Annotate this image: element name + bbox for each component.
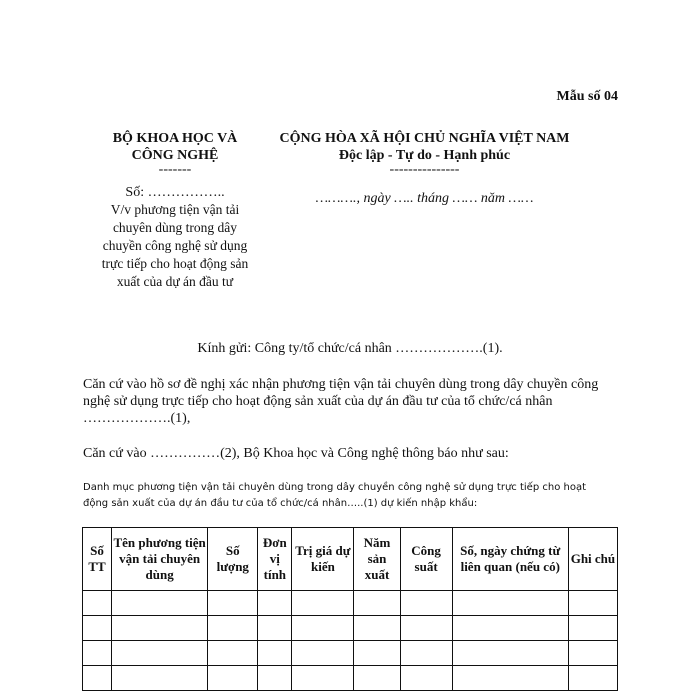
table-cell (208, 641, 258, 666)
table-cell (354, 666, 400, 691)
date-line: ………., ngày ….. tháng …… năm …… (315, 191, 534, 206)
table-cell (83, 641, 112, 666)
table-cell (400, 666, 452, 691)
table-cell (400, 641, 452, 666)
national-header-block (262, 130, 587, 207)
table-cell (112, 591, 208, 616)
table-cell (208, 616, 258, 641)
header-cell: Số lượng (208, 528, 258, 591)
table-row (83, 616, 618, 641)
table-cell (292, 666, 354, 691)
subject-line: chuyên dùng trong dây (112, 220, 238, 235)
table-cell (292, 641, 354, 666)
table-cell (112, 616, 208, 641)
table-cell (258, 616, 292, 641)
paragraph-basis-dossier: Căn cứ vào hồ sơ đề nghị xác nhận phương tiện vận tải chuyên dùng trong dây chuyền công nghệ sử dụng trực tiếp cho hoạt động sản xuất của dự án đầu tư của tổ chức/cá nhân ……………….(1), (83, 377, 599, 426)
equipment-table (82, 527, 618, 691)
subject-line: V/v phương tiện vận tải (110, 202, 240, 217)
table-cell (568, 591, 617, 616)
table-cell (452, 616, 568, 641)
table-cell (452, 591, 568, 616)
agency-name-line2: CÔNG NGHỆ (131, 148, 219, 163)
table-row (83, 591, 618, 616)
table-cell (354, 641, 400, 666)
subject-line: chuyền công nghệ sử dụng (102, 238, 248, 253)
table-cell (208, 591, 258, 616)
table-cell (568, 641, 617, 666)
header-cell: Số, ngày chứng từ liên quan (nếu có) (452, 528, 568, 591)
table-cell (452, 641, 568, 666)
header-cell: Ghi chú (568, 528, 617, 591)
table-cell (208, 666, 258, 691)
agency-name-line1: BỘ KHOA HỌC VÀ (112, 131, 238, 146)
header-cell: Đơn vị tính (258, 528, 292, 591)
table-cell (354, 616, 400, 641)
table-cell (452, 666, 568, 691)
salutation: Kính gửi: Công ty/tổ chức/cá nhân ……………….(1). (197, 341, 503, 356)
table-cell (258, 641, 292, 666)
table-cell (400, 591, 452, 616)
national-motto: Độc lập - Tự do - Hạnh phúc (338, 148, 511, 163)
table-cell (354, 591, 400, 616)
table-cell (258, 666, 292, 691)
table-cell (112, 666, 208, 691)
table-cell (83, 591, 112, 616)
header-cell: Năm sản xuất (354, 528, 400, 591)
table-cell (568, 616, 617, 641)
issuing-agency-block (80, 130, 270, 291)
table-cell (83, 616, 112, 641)
paragraph-basis-notice: Căn cứ vào ……………(2), Bộ Khoa học và Công nghệ thông báo như sau: (83, 446, 509, 461)
header-cell: Công suất (400, 528, 452, 591)
table-cell (258, 591, 292, 616)
national-title: CỘNG HÒA XÃ HỘI CHỦ NGHĨA VIỆT NAM (279, 131, 570, 146)
agency-divider: ------- (158, 162, 192, 177)
header-cell: Trị giá dự kiến (292, 528, 354, 591)
table-row (83, 666, 618, 691)
form-number: Mẫu số 04 (556, 89, 618, 104)
table-cell (568, 666, 617, 691)
motto-divider: --------------- (389, 162, 460, 177)
document-number: Số: …………….. (125, 185, 225, 200)
table-cell (83, 666, 112, 691)
table-cell (292, 616, 354, 641)
paragraph-list-intro: Danh mục phương tiện vận tải chuyên dùng trong dây chuyền công nghệ sử dụng trực tiếp cho hoạt động sản xuất của dự án đầu tư của tổ chức/cá nhân…..(1) dự kiến nhập khẩu: (83, 482, 586, 509)
table-header-row (83, 528, 618, 591)
subject-line: trực tiếp cho hoạt động sản (101, 256, 249, 271)
header-cell: Tên phương tiện vận tải chuyên dùng (112, 528, 208, 591)
table-cell (112, 641, 208, 666)
table-cell (400, 616, 452, 641)
table-cell (292, 591, 354, 616)
subject-line: xuất của dự án đầu tư (116, 274, 234, 289)
table-row (83, 641, 618, 666)
header-cell: Số TT (83, 528, 112, 591)
